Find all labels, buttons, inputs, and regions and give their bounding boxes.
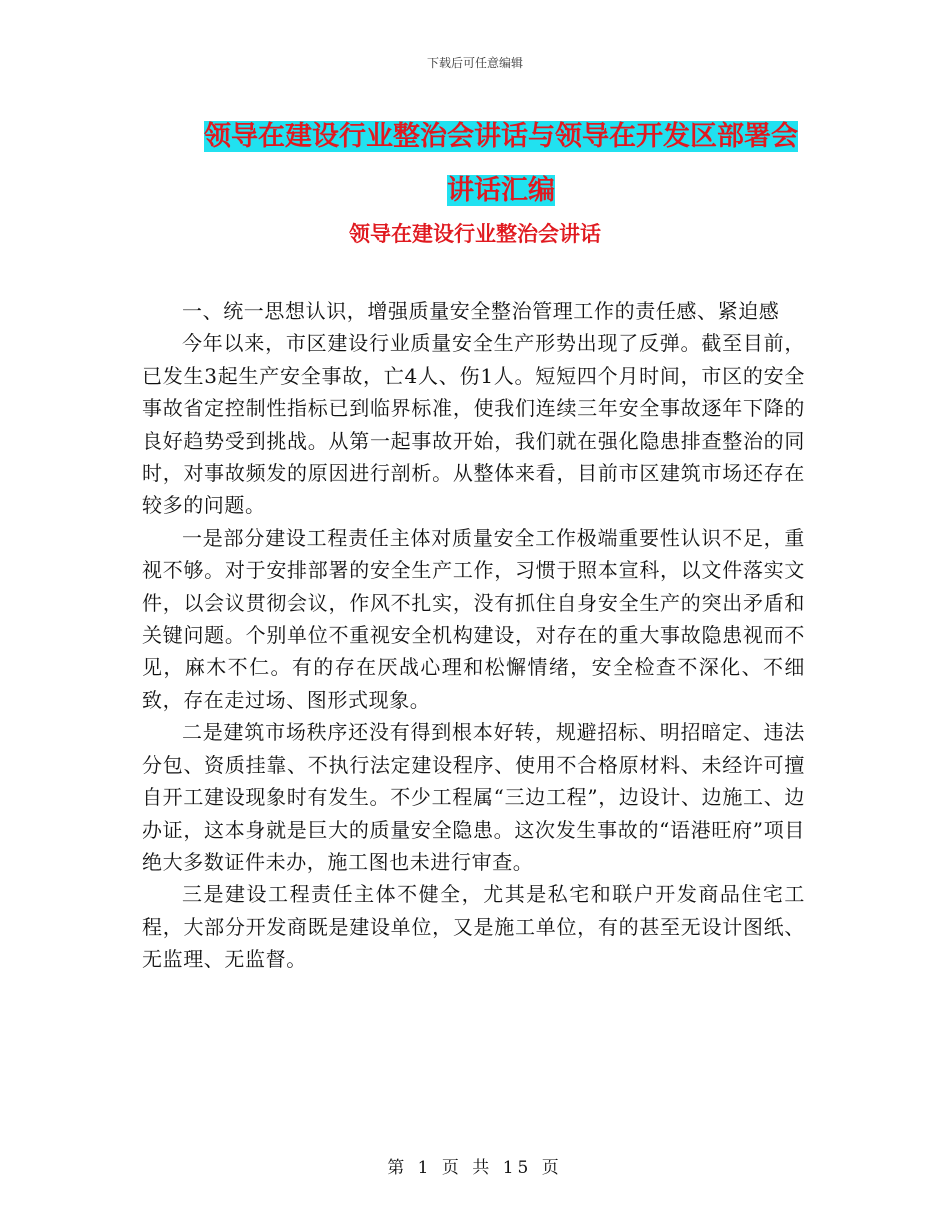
paragraph: 今年以来，市区建设行业质量安全生产形势出现了反弹。截至目前，已发生3起生产安全事故，亡4人、伤1人。短短四个月时间，市区的安全事故省定控制性指标已到临界标准，使我们连续三年安全事故逐年下降的良好趋势受到挑战。从第一起事故开始，我们就在强化隐患排查整治的同时，对事故频发的原因进行剖析。从整体来看，目前市区建筑市场还存在较多的问题。	[142, 331, 805, 518]
page-number: 第 1 页 共 15 页	[387, 1158, 563, 1178]
paragraph-heading: 一、统一思想认识，增强质量安全整治管理工作的责任感、紧迫感	[182, 299, 780, 323]
section-title: 领导在建设行业整治会讲话	[349, 222, 601, 246]
paragraph: 三是建设工程责任主体不健全，尤其是私宅和联户开发商品住宅工程，大部分开发商既是建设单位，又是施工单位，有的甚至无设计图纸、无监理、无监督。	[142, 882, 805, 972]
body-text	[142, 295, 805, 976]
document-title-text: 领导在建设行业整治会讲话与领导在开发区部署会讲话汇编	[204, 121, 798, 206]
document-title	[195, 110, 807, 218]
paragraph: 二是建筑市场秩序还没有得到根本好转，规避招标、明招暗定、违法分包、资质挂靠、不执行法定建设程序、使用不合格原材料、未经许可擅自开工建设现象时有发生。不少工程属“三边工程”，边设计、边施工、边办证，这本身就是巨大的质量安全隐患。这次发生事故的“语港旺府”项目绝大多数证件未办，施工图也未进行审查。	[142, 720, 805, 874]
header-note: 下载后可任意编辑	[426, 56, 523, 70]
paragraph: 一是部分建设工程责任主体对质量安全工作极端重要性认识不足，重视不够。对于安排部署的安全生产工作，习惯于照本宣科，以文件落实文件，以会议贯彻会议，作风不扎实，没有抓住自身安全生产的突出矛盾和关键问题。个别单位不重视安全机构建设，对存在的重大事故隐患视而不见，麻木不仁。有的存在厌战心理和松懈情绪，安全检查不深化、不细致，存在走过场、图形式现象。	[142, 525, 805, 712]
